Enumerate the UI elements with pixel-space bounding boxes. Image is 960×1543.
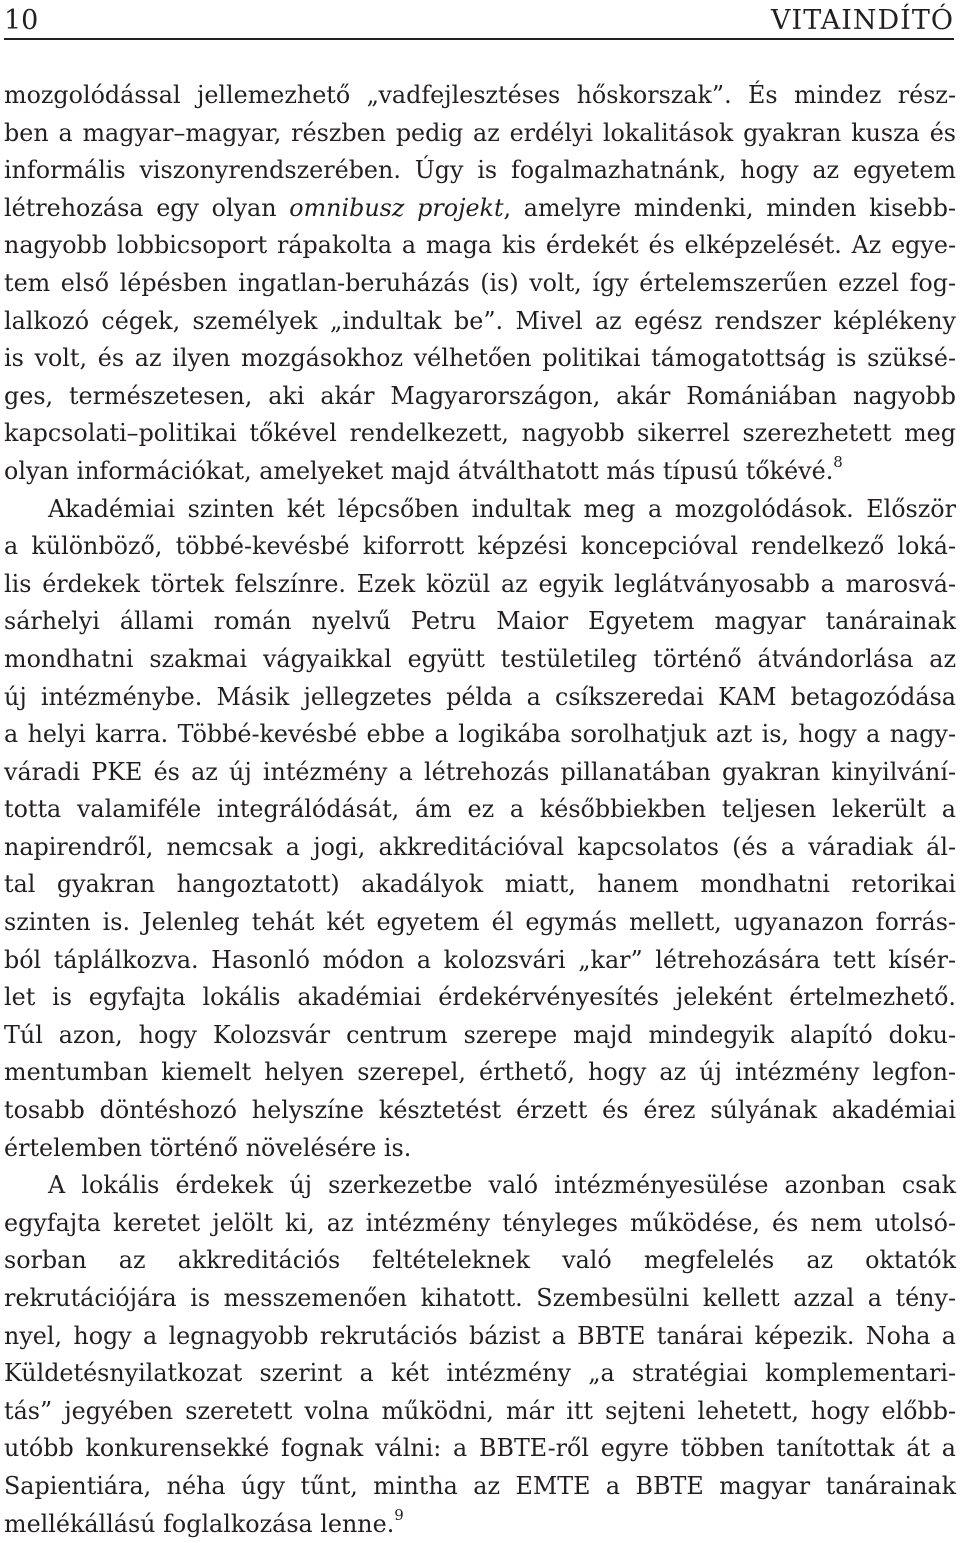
footnote-marker: 9 xyxy=(394,1505,404,1524)
text-line: A lokális érdekek új szerkezetbe való intézményesülése azonban csak xyxy=(48,1171,956,1200)
text-line: értelemben történő növelésére is. xyxy=(4,1133,412,1162)
text-line xyxy=(4,1506,956,1543)
text-line: Sapientiára, néha úgy tűnt, mintha az EMTE a BBTE magyar tanárainak xyxy=(4,1471,956,1500)
text-line: let is egyfajta lokális akadémiai érdekérvényesítés jeleként értelmezhető. xyxy=(4,983,956,1012)
text-line: Akadémiai szinten két lépcsőben indultak meg a mozgolódások. Először xyxy=(48,494,956,523)
text-line: tal gyakran hangoztatott) akadályok miatt, hanem mondhatni retorikai xyxy=(4,870,956,899)
text-line: utóbb konkurensekké fognak válni: a BBTE-ről egyre többen tanítottak át a xyxy=(4,1434,956,1463)
text-line xyxy=(4,453,956,491)
line-text: olyan információkat, amelyeket majd átválthatott más típusú tőkévé. xyxy=(4,456,834,485)
text-line: egyfajta keretet jelölt ki, az intézmény tényleges működése, és nem utolsó- xyxy=(4,1208,956,1237)
text-line: a helyi karra. Többé-kevésbé ebbe a logikába sorolhatjuk azt is, hogy a nagy- xyxy=(4,720,956,749)
line-prefix: létrehozása egy olyan xyxy=(4,193,290,222)
text-line: kapcsolati–politikai tőkével rendelkezett, nagyobb sikerrel szerezhetett meg xyxy=(4,419,956,448)
line-text: mellékállású foglalkozása lenne. xyxy=(4,1509,395,1538)
page-number: 10 xyxy=(4,5,39,36)
line-suffix: , amelyre mindenki, minden kisebb- xyxy=(503,193,956,222)
text-line: ben a magyar–magyar, részben pedig az erdélyi lokalitások gyakran kusza és xyxy=(4,118,956,147)
text-line: mentumban kiemelt helyen szerepel, érthető, hogy az új intézmény legfon- xyxy=(4,1058,956,1087)
page-header xyxy=(4,4,954,40)
text-line: tosabb döntéshozó helyszíne késztetést érzett és érez súlyának akadémiai xyxy=(4,1096,956,1125)
text-line: ges, természetesen, aki akár Magyarországon, akár Romániában nagyobb xyxy=(4,381,956,410)
text-line: váradi PKE és az új intézmény a létrehozás pillanatában gyakran kinyilvání- xyxy=(4,757,956,786)
text-line: totta valamiféle integrálódását, ám ez a későbbiekben teljesen lekerült a xyxy=(4,795,956,824)
text-line: rekrutációjára is messzemenően kihatott. Szembesülni kellett azzal a tény- xyxy=(4,1284,956,1312)
text-line xyxy=(4,190,956,228)
text-line: tem első lépésben ingatlan-beruházás (is) volt, így értelemszerűen ezzel fog- xyxy=(4,268,956,297)
text-line: sorban az akkreditációs feltételeknek való megfelelés az oktatók xyxy=(4,1246,956,1275)
text-line: Túl azon, hogy Kolozsvár centrum szerepe majd mindegyik alapító doku- xyxy=(4,1020,956,1049)
text-line: lalkozó cégek, személyek „indultak be”. Mivel az egész rendszer képlékeny xyxy=(4,306,956,335)
text-line: lis érdekek törtek felszínre. Ezek közül az egyik leglátványosabb a marosvá- xyxy=(4,569,956,598)
text-line: nagyobb lobbicsoport rápakolta a maga kis érdekét és elképzelését. Az egye- xyxy=(4,231,956,260)
text-line: nyel, hogy a legnagyobb rekrutációs bázist a BBTE tanárai képezik. Noha a xyxy=(4,1321,956,1350)
text-line: szinten is. Jelenleg tehát két egyetem él egymás mellett, ugyanazon forrás- xyxy=(4,908,956,937)
body-text xyxy=(4,77,956,1543)
text-line: is volt, és az ilyen mozgásokhoz vélhetően politikai támogatottság is szüksé- xyxy=(4,344,956,373)
text-line: mozgolódással jellemezhető „vadfejlesztéses hőskorszak”. És mindez rész- xyxy=(4,81,956,109)
section-title: VITAINDÍTÓ xyxy=(771,5,954,36)
text-line: ból táplálkozva. Hasonló módon a kolozsvári „kar” létrehozására tett kísér- xyxy=(4,945,956,974)
text-line: mondhatni szakmai vágyaikkal együtt testületileg történő átvándorlása az xyxy=(4,644,956,673)
text-line: Küldetésnyilatkozat szerint a két intézmény „a stratégiai komplementari- xyxy=(4,1359,956,1388)
text-line: napirendről, nemcsak a jogi, akkreditációval kapcsolatos (és a váradiak ál- xyxy=(4,832,956,861)
text-line: tás” jegyében szeretett volna működni, már itt sejteni lehetett, hogy előbb- xyxy=(4,1396,956,1425)
text-line: a különböző, többé-kevésbé kiforrott képzési koncepcióval rendelkező loká- xyxy=(4,532,956,561)
italic-term: omnibusz projekt xyxy=(289,193,504,222)
text-line: új intézménybe. Másik jellegzetes példa a csíkszeredai KAM betagozódása xyxy=(4,682,956,711)
footnote-marker: 8 xyxy=(833,452,843,471)
text-line: informális viszonyrendszerében. Úgy is fogalmazhatnánk, hogy az egyetem xyxy=(4,156,956,185)
text-line: sárhelyi állami román nyelvű Petru Maior Egyetem magyar tanárainak xyxy=(4,607,956,636)
